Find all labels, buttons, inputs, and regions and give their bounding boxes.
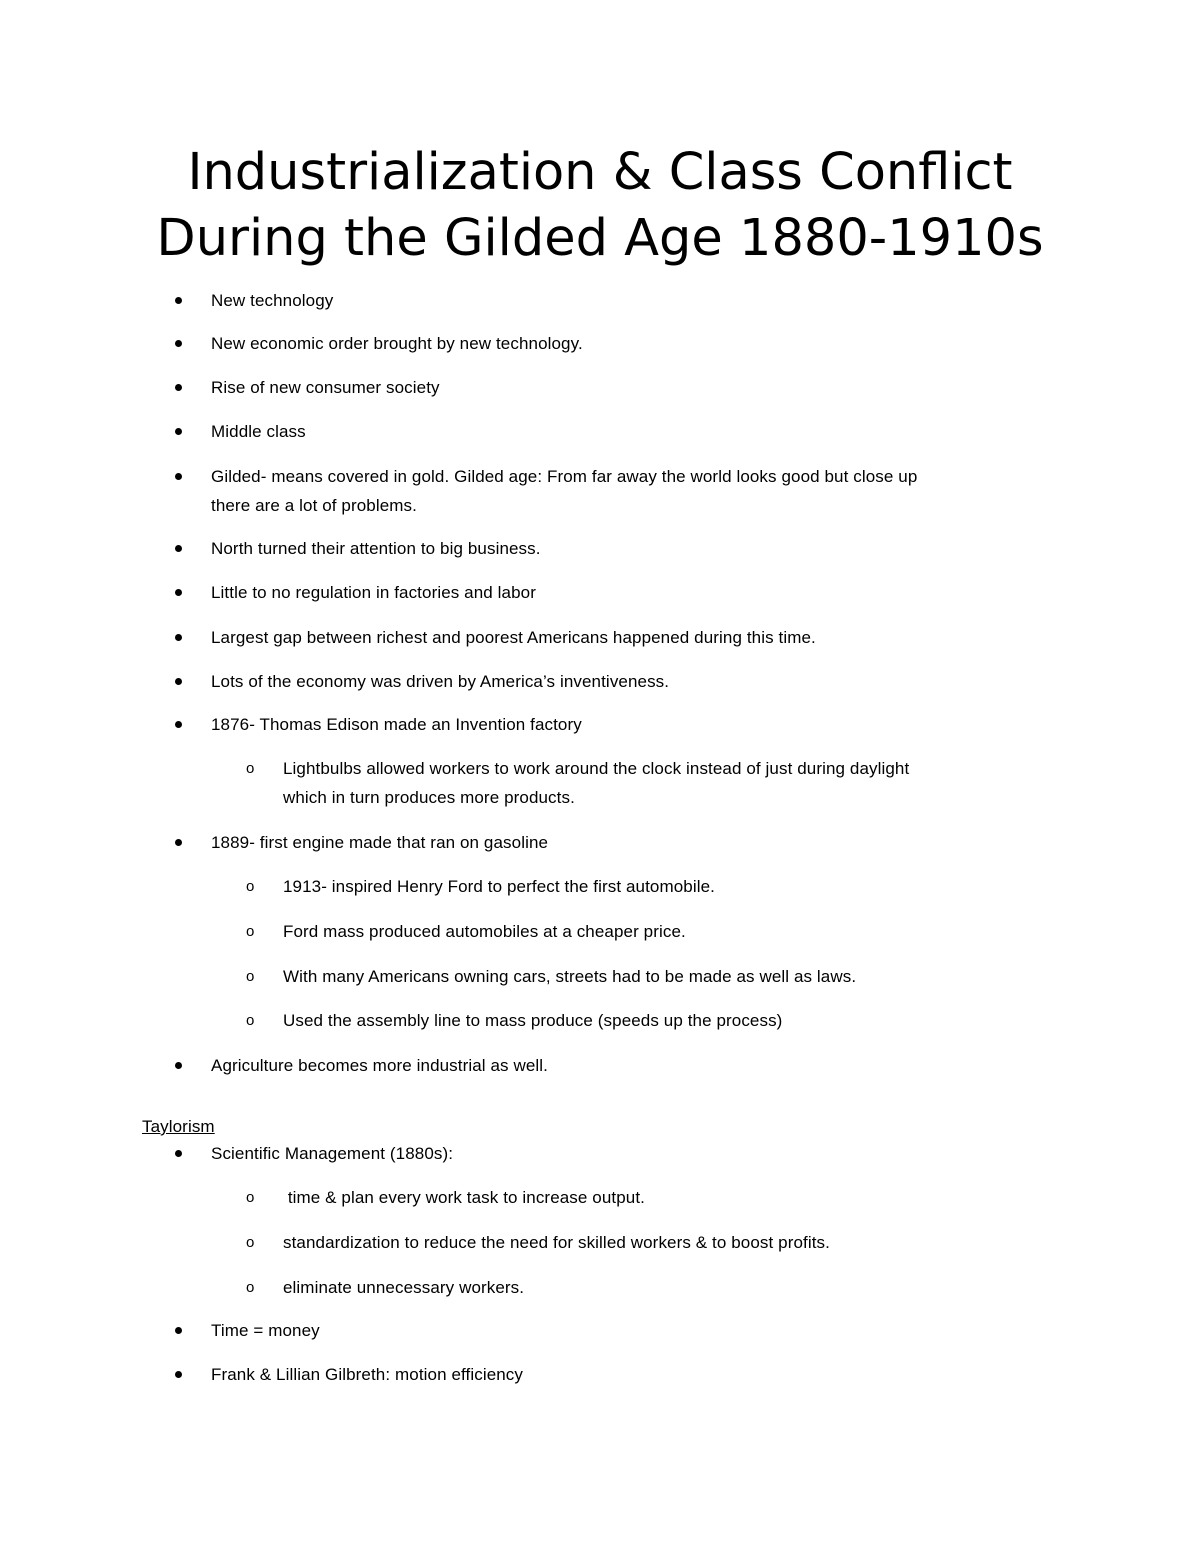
list-item: Rise of new consumer society (211, 378, 440, 397)
bullet-icon (175, 1371, 182, 1378)
bullet-icon (175, 721, 182, 728)
list-item: Frank & Lillian Gilbreth: motion efficiency (211, 1365, 524, 1384)
bullet-icon (175, 545, 182, 552)
sub-list-item-continuation: which in turn produces more products. (283, 788, 575, 807)
sub-bullet-icon: o (246, 760, 255, 777)
bullet-icon (175, 839, 182, 846)
bullet-icon (175, 340, 182, 347)
sub-bullet-icon: o (246, 1012, 255, 1029)
sub-bullet-icon: o (246, 878, 255, 895)
sub-bullet-icon: o (246, 1189, 255, 1206)
section-heading-taylorism: Taylorism (142, 1117, 215, 1136)
sub-bullet-icon: o (246, 1279, 255, 1296)
list-item: Scientific Management (1880s): (211, 1144, 454, 1163)
sub-list-item: 1913- inspired Henry Ford to perfect the first automobile. (283, 877, 715, 896)
bullet-icon (175, 384, 182, 391)
sub-list-item: time & plan every work task to increase output. (283, 1188, 645, 1207)
list-item: Largest gap between richest and poorest Americans happened during this time. (211, 628, 816, 647)
list-item: Gilded- means covered in gold. Gilded age: From far away the world looks good but close up (211, 467, 918, 486)
sub-bullet-icon: o (246, 968, 255, 985)
list-item: Lots of the economy was driven by America’s inventiveness. (211, 672, 670, 691)
sub-list-item: Used the assembly line to mass produce (speeds up the process) (283, 1011, 783, 1030)
list-item: North turned their attention to big business. (211, 539, 541, 558)
list-item: New technology (211, 291, 334, 310)
title-line-1: Industrialization & Class Conflict (187, 143, 1013, 202)
sub-bullet-icon: o (246, 1234, 255, 1251)
list-item: Middle class (211, 422, 306, 441)
bullet-icon (175, 1062, 182, 1069)
sub-list-item: With many Americans owning cars, streets had to be made as well as laws. (283, 967, 857, 986)
list-item-continuation: there are a lot of problems. (211, 496, 417, 515)
bullet-icon (175, 297, 182, 304)
page-title (0, 140, 1200, 272)
bullet-icon (175, 473, 182, 480)
bullet-icon (175, 1150, 182, 1157)
bullet-icon (175, 678, 182, 685)
bullet-icon (175, 428, 182, 435)
list-item: New economic order brought by new technology. (211, 334, 583, 353)
sub-bullet-icon: o (246, 923, 255, 940)
bullet-icon (175, 634, 182, 641)
sub-list-item: Ford mass produced automobiles at a cheaper price. (283, 922, 686, 941)
list-item: 1889- first engine made that ran on gasoline (211, 833, 549, 852)
bullet-icon (175, 589, 182, 596)
list-item: Little to no regulation in factories and labor (211, 583, 536, 602)
sub-list-item: Lightbulbs allowed workers to work around the clock instead of just during daylight (283, 759, 910, 778)
list-item: Agriculture becomes more industrial as well. (211, 1056, 548, 1075)
bullet-icon (175, 1327, 182, 1334)
sub-list-item: eliminate unnecessary workers. (283, 1278, 525, 1297)
title-line-2: During the Gilded Age 1880-1910s (156, 209, 1044, 268)
sub-list-item: standardization to reduce the need for skilled workers & to boost profits. (283, 1233, 830, 1252)
list-item: 1876- Thomas Edison made an Invention factory (211, 715, 582, 734)
list-item: Time = money (211, 1321, 320, 1340)
